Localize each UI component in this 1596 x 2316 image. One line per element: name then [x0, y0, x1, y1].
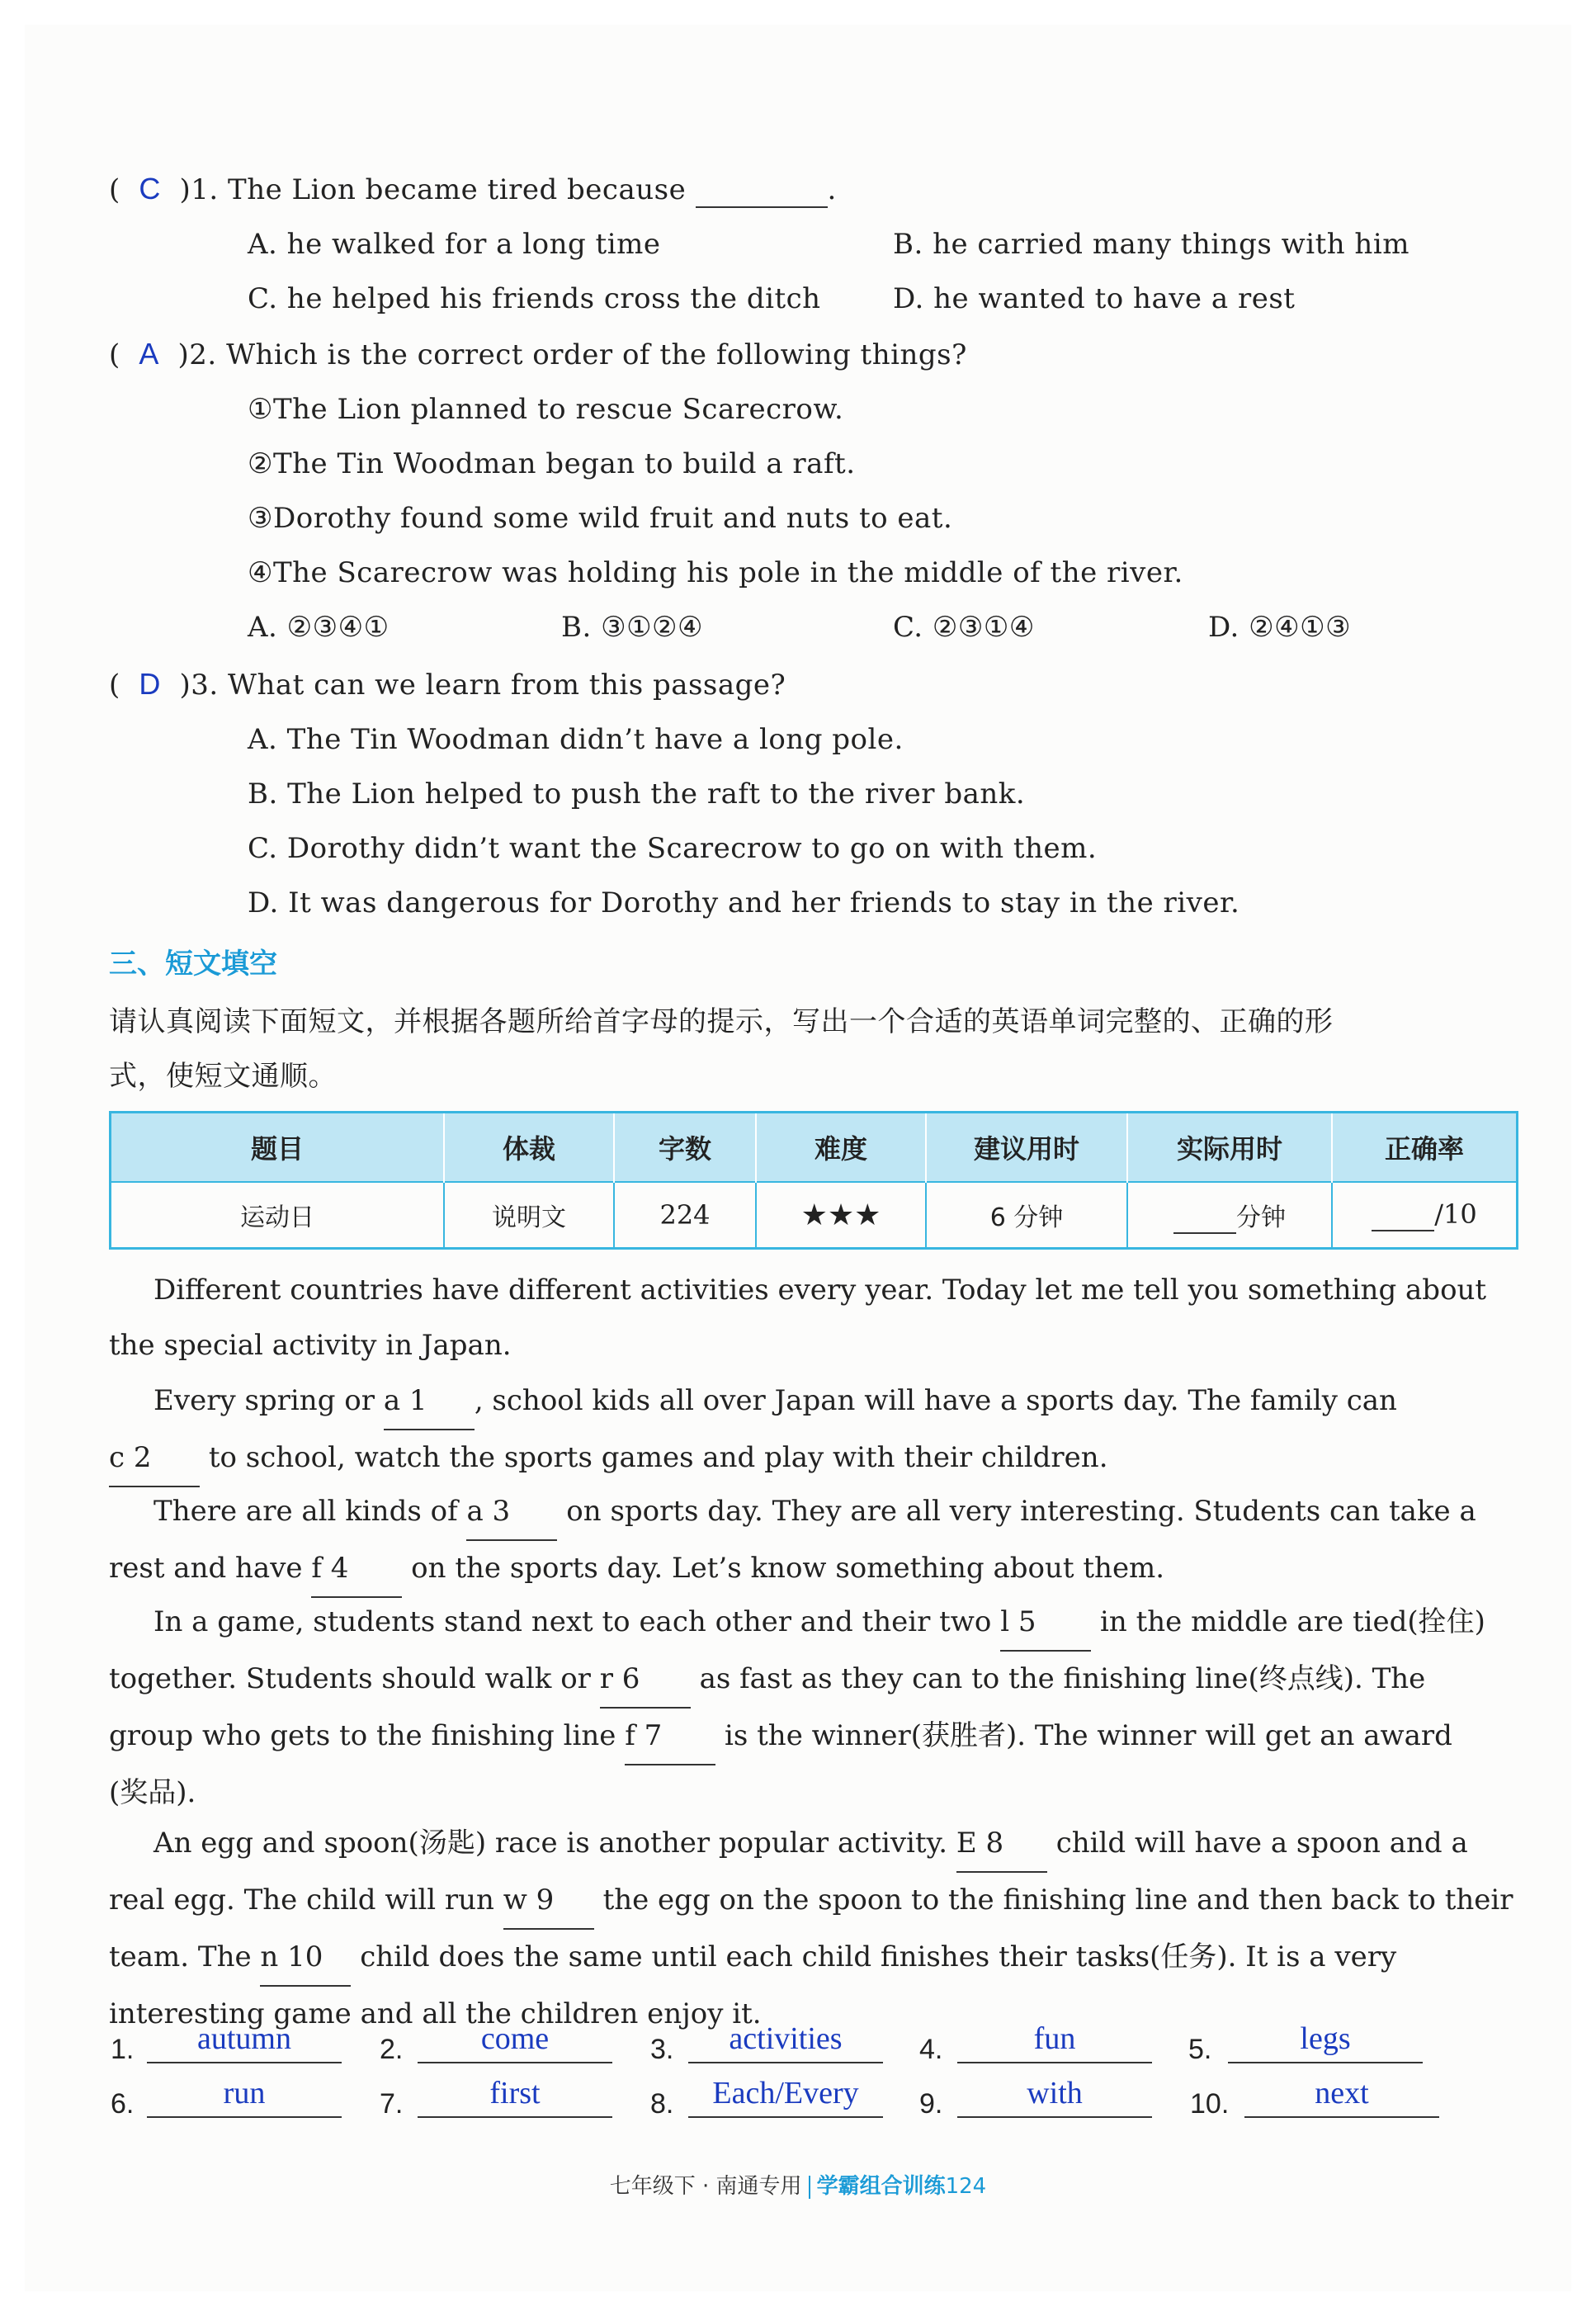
blank-6: r 6 — [600, 1652, 691, 1709]
q2-option-c: C. ②③①④ — [893, 611, 1035, 644]
passage-paragraph-2: Every spring or a 1 , school kids all over Japan will have a sports day. The family can c 2 to school, watch the sports games and play with their children. — [109, 1373, 1518, 1487]
question-1: ( C )1. The Lion became tired because . — [109, 172, 837, 206]
header-actual-time: 实际用时 — [1127, 1113, 1332, 1183]
answer-3-num: 3. — [650, 2034, 674, 2065]
answer-6: run — [147, 2075, 342, 2118]
info-table — [109, 1111, 1518, 1250]
page-number: 124 — [945, 2174, 987, 2199]
cell-title: 运动日 — [111, 1182, 445, 1249]
q1-option-c: C. he helped his friends cross the ditch — [248, 282, 821, 315]
cell-suggested-time: 6 分钟 — [926, 1182, 1127, 1249]
answer-9-num: 9. — [919, 2088, 943, 2120]
answer-5-num: 5. — [1188, 2034, 1212, 2065]
header-wordcount: 字数 — [614, 1113, 756, 1183]
answer-2-num: 2. — [380, 2034, 404, 2065]
question-1-answer: C — [139, 172, 161, 206]
question-3-answer: D — [139, 667, 161, 701]
question-3: ( D )3. What can we learn from this passage? — [109, 667, 786, 702]
answer-5: legs — [1228, 2021, 1423, 2063]
answer-3: activities — [688, 2021, 883, 2063]
cell-difficulty: ★★★ — [756, 1182, 926, 1249]
answer-6-num: 6. — [111, 2088, 135, 2120]
footer-brand: 学霸组合训练 — [816, 2174, 946, 2199]
blank-1: a 1 — [384, 1373, 475, 1430]
passage-paragraph-5: An egg and spoon(汤匙) race is another popular activity. E 8 child will have a spoon and a real egg. The child will run w 9 the egg on the spoon to the finishing line and then back to their team. The n 10 child does the same until each child finishes their tasks(任务). It is a very interesting game and all the children enjoy it. — [109, 1816, 1518, 2042]
answer-9: with — [957, 2075, 1152, 2118]
answer-2: come — [418, 2021, 612, 2063]
blank-3: a 3 — [466, 1484, 557, 1541]
section-instruction-1: 请认真阅读下面短文，并根据各题所给首字母的提示，写出一个合适的英语单词完整的、正确的形 — [109, 1005, 1334, 1038]
section-instruction-2: 式，使短文通顺。 — [109, 1060, 337, 1093]
blank-7: f 7 — [625, 1709, 715, 1765]
answer-7: first — [418, 2075, 612, 2118]
footer-grade: 七年级下 · 南通专用 — [609, 2174, 802, 2199]
q1-option-b: B. he carried many things with him — [893, 228, 1409, 261]
header-suggested-time: 建议用时 — [926, 1113, 1127, 1183]
section-title: 三、短文填空 — [109, 948, 277, 981]
blank-5: l 5 — [1000, 1595, 1091, 1652]
q2-option-a: A. ②③④① — [248, 611, 390, 644]
answer-10-num: 10. — [1190, 2088, 1230, 2120]
q3-option-a: A. The Tin Woodman didn’t have a long pole. — [248, 723, 904, 756]
question-1-stem: The Lion became tired because — [228, 173, 687, 206]
q2-event-3: ③Dorothy found some wild fruit and nuts to eat. — [248, 502, 953, 535]
header-accuracy: 正确率 — [1332, 1113, 1518, 1183]
q2-event-2: ②The Tin Woodman began to build a raft. — [248, 447, 856, 480]
question-2: ( A )2. Which is the correct order of the following things? — [109, 337, 967, 371]
q3-option-c: C. Dorothy didn’t want the Scarecrow to go on with them. — [248, 832, 1098, 865]
q2-option-b: B. ③①②④ — [561, 611, 704, 644]
passage-paragraph-4: In a game, students stand next to each other and their two l 5 in the middle are tied(拴住) together. Students should walk or r 6 as fast as they can to the finishing line(终点线). The group who gets to the finishing line f 7 is the winner(获胜者). The winner will get an award (奖品). — [109, 1595, 1518, 1821]
question-1-blank — [696, 173, 828, 208]
footer-divider — [809, 2176, 810, 2199]
q2-option-d: D. ②④①③ — [1208, 611, 1352, 644]
q1-option-d: D. he wanted to have a rest — [893, 282, 1296, 315]
q2-event-4: ④The Scarecrow was holding his pole in the middle of the river. — [248, 556, 1183, 589]
blank-8: E 8 — [956, 1816, 1047, 1873]
cell-actual-time: 分钟 — [1127, 1182, 1332, 1249]
answer-10: next — [1244, 2075, 1439, 2118]
q2-event-1: ①The Lion planned to rescue Scarecrow. — [248, 393, 844, 426]
question-2-stem: Which is the correct order of the following things? — [226, 338, 967, 371]
q3-option-d: D. It was dangerous for Dorothy and her friends to stay in the river. — [248, 886, 1240, 919]
blank-4: f 4 — [311, 1541, 402, 1598]
header-genre: 体裁 — [444, 1113, 614, 1183]
blank-9: w 9 — [503, 1873, 594, 1930]
answer-4-num: 4. — [919, 2034, 943, 2065]
answer-8: Each/Every — [688, 2075, 883, 2118]
answer-7-num: 7. — [380, 2088, 404, 2120]
header-difficulty: 难度 — [756, 1113, 926, 1183]
cell-wordcount: 224 — [614, 1182, 756, 1249]
blank-2: c 2 — [109, 1430, 200, 1487]
question-2-answer: A — [139, 337, 159, 371]
question-3-stem: What can we learn from this passage? — [228, 669, 786, 702]
blank-10: n 10 — [260, 1930, 351, 1987]
cell-accuracy: /10 — [1332, 1182, 1518, 1249]
answer-8-num: 8. — [650, 2088, 674, 2120]
q3-option-b: B. The Lion helped to push the raft to the river bank. — [248, 778, 1026, 811]
header-title: 题目 — [111, 1113, 445, 1183]
passage-paragraph-3: There are all kinds of a 3 on sports day. They are all very interesting. Students can take a rest and have f 4 on the sports day. Let’s know something about them. — [109, 1484, 1518, 1598]
answer-1: autumn — [147, 2021, 342, 2063]
page-footer — [0, 2169, 1596, 2200]
answer-4: fun — [957, 2021, 1152, 2063]
question-1-number: )1. — [179, 173, 219, 206]
q1-option-a: A. he walked for a long time — [248, 228, 661, 261]
cell-genre: 说明文 — [444, 1182, 614, 1249]
answer-1-num: 1. — [111, 2034, 135, 2065]
passage-paragraph-1: Different countries have different activities every year. Today let me tell you something about the special activity in Japan. — [109, 1274, 1487, 1362]
